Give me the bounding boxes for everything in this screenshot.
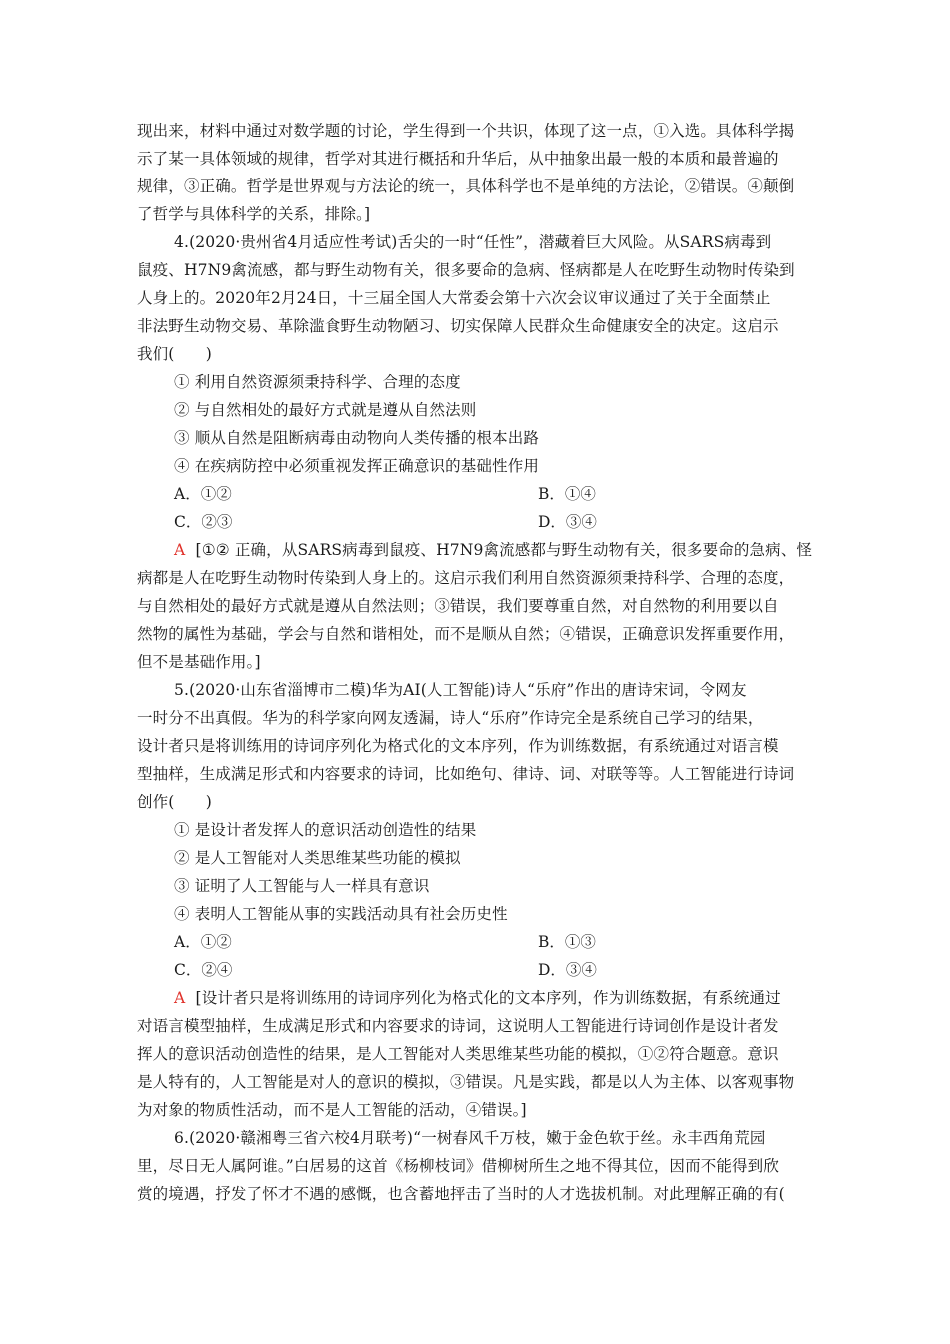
q6-stem-line: 赏的境遇，抒发了怀才不遇的感慨，也含蓄地抨击了当时的人才选拔机制。对此理解正确的有( bbox=[137, 1185, 785, 1203]
q5-option-d: D．③④ bbox=[538, 961, 597, 979]
q4-explanation-text: [①② 正确，从SARS病毒到鼠疫、H7N9禽流感都与野生动物有关，很多要命的急病、怪 bbox=[195, 541, 813, 559]
q5-stem-line: 设计者只是将训练用的诗词序列化为格式化的文本序列，作为训练数据，有系统通过对语言模 bbox=[137, 737, 779, 755]
q4-item-4: ④ 在疾病防控中必须重视发挥正确意识的基础性作用 bbox=[174, 457, 540, 475]
q4-item-1: ① 利用自然资源须秉持科学、合理的态度 bbox=[174, 373, 461, 391]
q5-stem-line: 5.(2020·山东省淄博市二模)华为AI(人工智能)诗人“乐府”作出的唐诗宋词，令网友 bbox=[174, 681, 747, 699]
q4-stem-line: 4.(2020·贵州省4月适应性考试)舌尖的一时“任性”，潜藏着巨大风险。从SARS病毒到 bbox=[174, 233, 772, 251]
q5-option-b: B．①③ bbox=[538, 933, 596, 951]
q5-option-c: C．②④ bbox=[174, 961, 233, 979]
q5-explanation-line: 挥人的意识活动创造性的结果，是人工智能对人类思维某些功能的模拟，①②符合题意。意识 bbox=[137, 1045, 779, 1063]
q5-item-4: ④ 表明人工智能从事的实践活动具有社会历史性 bbox=[174, 905, 508, 923]
q4-explanation-line: 病都是人在吃野生动物时传染到人身上的。这启示我们利用自然资源须秉持科学、合理的态度， bbox=[137, 569, 795, 587]
q5-option-a: A．①② bbox=[174, 933, 232, 951]
q5-item-2: ② 是人工智能对人类思维某些功能的模拟 bbox=[174, 849, 461, 867]
q6-stem-line: 6.(2020·赣湘粤三省六校4月联考)“一树春风千万枝，嫩于金色软于丝。永丰西角荒园 bbox=[174, 1129, 766, 1147]
q4-option-c: C．②③ bbox=[174, 513, 233, 531]
q6-stem-line: 里，尽日无人属阿谁。”白居易的这首《杨柳枝词》借柳树所生之地不得其位，因而不能得到欣 bbox=[137, 1157, 779, 1175]
q4-explanation-line: 然物的属性为基础，学会与自然和谐相处，而不是顺从自然；④错误，正确意识发挥重要作用， bbox=[137, 625, 795, 643]
q4-item-3: ③ 顺从自然是阻断病毒由动物向人类传播的根本出路 bbox=[174, 429, 540, 447]
q5-explanation-line: 对语言模型抽样，生成满足形式和内容要求的诗词，这说明人工智能进行诗词创作是设计者发 bbox=[137, 1017, 779, 1035]
continuation-line: 现出来，材料中通过对数学题的讨论，学生得到一个共识，体现了这一点，①入选。具体科学揭 bbox=[137, 122, 795, 140]
q4-option-d: D．③④ bbox=[538, 513, 597, 531]
q4-explanation-first-line bbox=[174, 540, 812, 560]
q5-stem-line: 创作( ) bbox=[137, 793, 212, 811]
q5-item-3: ③ 证明了人工智能与人一样具有意识 bbox=[174, 877, 430, 895]
q5-stem-line: 一时分不出真假。华为的科学家向网友透漏，诗人“乐府”作诗完全是系统自己学习的结果， bbox=[137, 709, 764, 727]
q5-explanation-line: 是人特有的，人工智能是对人的意识的模拟，③错误。凡是实践，都是以人为主体、以客观事物 bbox=[137, 1073, 795, 1091]
q5-stem-line: 型抽样，生成满足形式和内容要求的诗词，比如绝句、律诗、词、对联等等。人工智能进行诗词 bbox=[137, 765, 795, 783]
q5-answer: A bbox=[174, 989, 186, 1007]
q4-stem-line: 非法野生动物交易、革除滥食野生动物陋习、切实保障人民群众生命健康安全的决定。这启示 bbox=[137, 317, 779, 335]
q4-explanation-line: 与自然相处的最好方式就是遵从自然法则；③错误，我们要尊重自然，对自然物的利用要以自 bbox=[137, 597, 779, 615]
q4-answer: A bbox=[174, 541, 186, 559]
q5-explanation-line: 为对象的物质性活动，而不是人工智能的活动，④错误。] bbox=[137, 1101, 527, 1119]
q4-item-2: ② 与自然相处的最好方式就是遵从自然法则 bbox=[174, 401, 477, 419]
q5-explanation-text: [设计者只是将训练用的诗词序列化为格式化的文本序列，作为训练数据，有系统通过 bbox=[195, 989, 781, 1007]
q4-option-b: B．①④ bbox=[538, 485, 596, 503]
q5-explanation-first-line bbox=[174, 988, 781, 1008]
q5-item-1: ① 是设计者发挥人的意识活动创造性的结果 bbox=[174, 821, 477, 839]
q4-option-a: A．①② bbox=[174, 485, 232, 503]
continuation-line: 规律，③正确。哲学是世界观与方法论的统一，具体科学也不是单纯的方法论，②错误。④颠倒 bbox=[137, 177, 795, 195]
q4-stem-line: 人身上的。2020年2月24日，十三届全国人大常委会第十六次会议审议通过了关于全面禁止 bbox=[137, 289, 771, 307]
q4-stem-line: 鼠疫、H7N9禽流感，都与野生动物有关，很多要命的急病、怪病都是人在吃野生动物时传染到 bbox=[137, 261, 795, 279]
q4-explanation-line: 但不是基础作用。] bbox=[137, 653, 261, 671]
q4-stem-line: 我们( ) bbox=[137, 345, 212, 363]
continuation-line: 了哲学与具体科学的关系，排除。] bbox=[137, 205, 371, 223]
continuation-line: 示了某一具体领域的规律，哲学对其进行概括和升华后，从中抽象出最一般的本质和最普遍的 bbox=[137, 150, 779, 168]
